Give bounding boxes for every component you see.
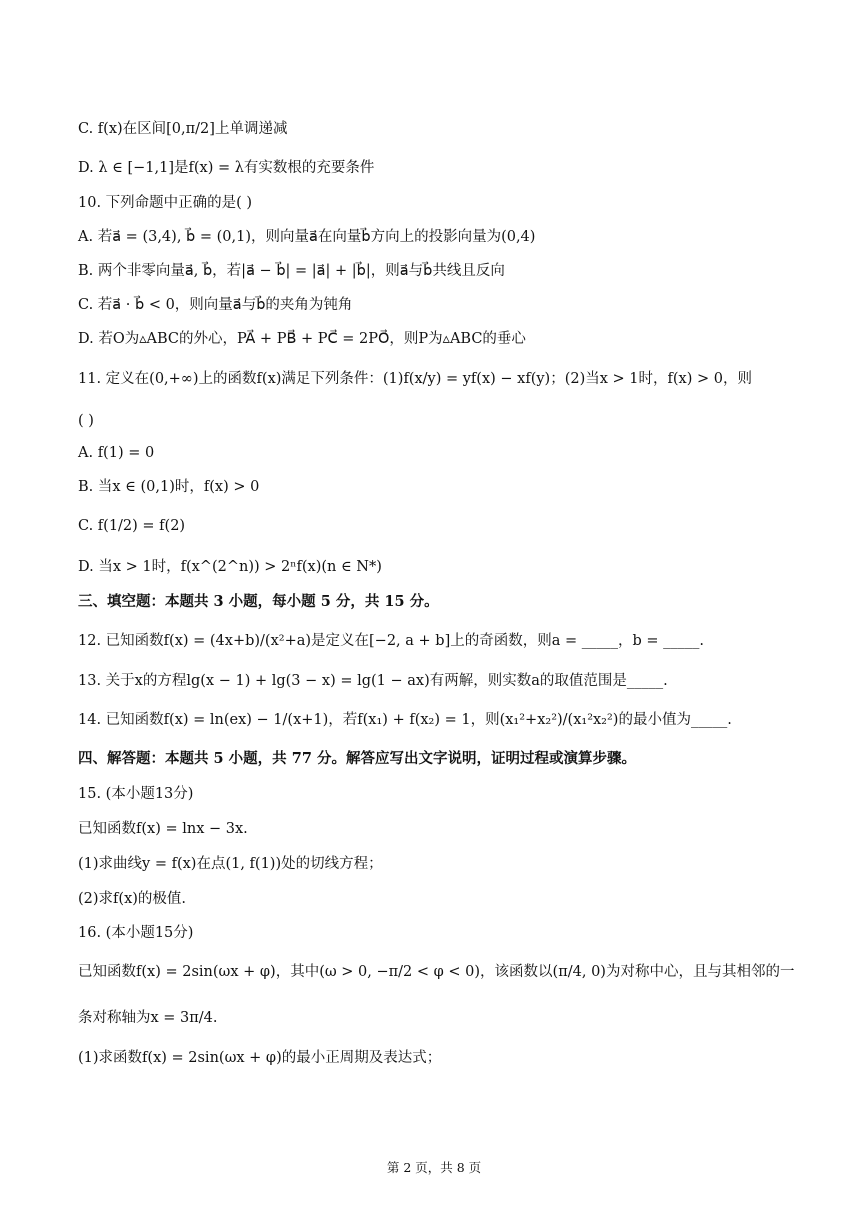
question-15-header: 15. (本小题13分) bbox=[78, 786, 194, 802]
option-10a: A. 若a⃗ = (3,4), b⃗ = (0,1)，则向量a⃗在向量b⃗方向上的投影向量为(0,4) bbox=[78, 229, 536, 245]
question-15-part2: (2)求f(x)的极值. bbox=[78, 891, 187, 907]
option-9d: D. λ ∈ [−1,1]是f(x) = λ有实数根的充要条件 bbox=[78, 160, 375, 176]
option-10b: B. 两个非零向量a⃗, b⃗，若|a⃗ − b⃗| = |a⃗| + |b⃗|，则a⃗与b⃗共线且反向 bbox=[78, 263, 505, 279]
question-14: 14. 已知函数f(x) = ln(ex) − 1/(x+1)，若f(x₁) + f(x₂) = 1，则(x₁²+x₂²)/(x₁²x₂²)的最小值为_____. bbox=[78, 712, 732, 728]
question-16-header: 16. (本小题15分) bbox=[78, 925, 194, 941]
question-16-body-cont: 条对称轴为x = 3π/4. bbox=[78, 1010, 218, 1026]
option-10c: C. 若a⃗ · b⃗ < 0，则向量a⃗与b⃗的夹角为钝角 bbox=[78, 297, 353, 313]
section-4-heading: 四、解答题：本题共 5 小题，共 77 分。解答应写出文字说明，证明过程或演算步骤。 bbox=[78, 750, 636, 767]
page-footer: 第 2 页，共 8 页 bbox=[386, 1160, 482, 1175]
question-11-blank: ( ) bbox=[78, 413, 94, 429]
option-10d: D. 若O为▵ABC的外心，PA⃗ + PB⃗ + PC⃗ = 2PO⃗，则P为▵ABC的垂心 bbox=[78, 331, 526, 347]
question-15-body: 已知函数f(x) = lnx − 3x. bbox=[78, 821, 248, 837]
option-11a: A. f(1) = 0 bbox=[78, 445, 155, 461]
option-11c: C. f(1/2) = f(2) bbox=[78, 518, 186, 534]
section-3-heading: 三、填空题：本题共 3 小题，每小题 5 分，共 15 分。 bbox=[78, 593, 439, 610]
option-9c: C. f(x)在区间[0,π/2]上单调递减 bbox=[78, 121, 288, 137]
question-15-part1: (1)求曲线y = f(x)在点(1, f(1))处的切线方程； bbox=[78, 856, 383, 872]
question-10: 10. 下列命题中正确的是( ) bbox=[78, 195, 253, 211]
option-11b: B. 当x ∈ (0,1)时，f(x) > 0 bbox=[78, 479, 260, 495]
question-11: 11. 定义在(0,+∞)上的函数f(x)满足下列条件：(1)f(x/y) = yf(x) − xf(y)；(2)当x > 1时，f(x) > 0，则 bbox=[78, 371, 752, 387]
question-16-part1: (1)求函数f(x) = 2sin(ωx + φ)的最小正周期及表达式； bbox=[78, 1050, 442, 1066]
question-16-body: 已知函数f(x) = 2sin(ωx + φ)，其中(ω > 0, −π/2 < φ < 0)，该函数以(π/4, 0)为对称中心，且与其相邻的一 bbox=[78, 964, 795, 980]
question-13: 13. 关于x的方程lg(x − 1) + lg(3 − x) = lg(1 − ax)有两解，则实数a的取值范围是_____. bbox=[78, 673, 668, 689]
option-11d: D. 当x > 1时，f(x^(2^n)) > 2ⁿf(x)(n ∈ N*) bbox=[78, 559, 382, 575]
question-12: 12. 已知函数f(x) = (4x+b)/(x²+a)是定义在[−2, a + b]上的奇函数，则a = _____，b = _____. bbox=[78, 633, 704, 649]
